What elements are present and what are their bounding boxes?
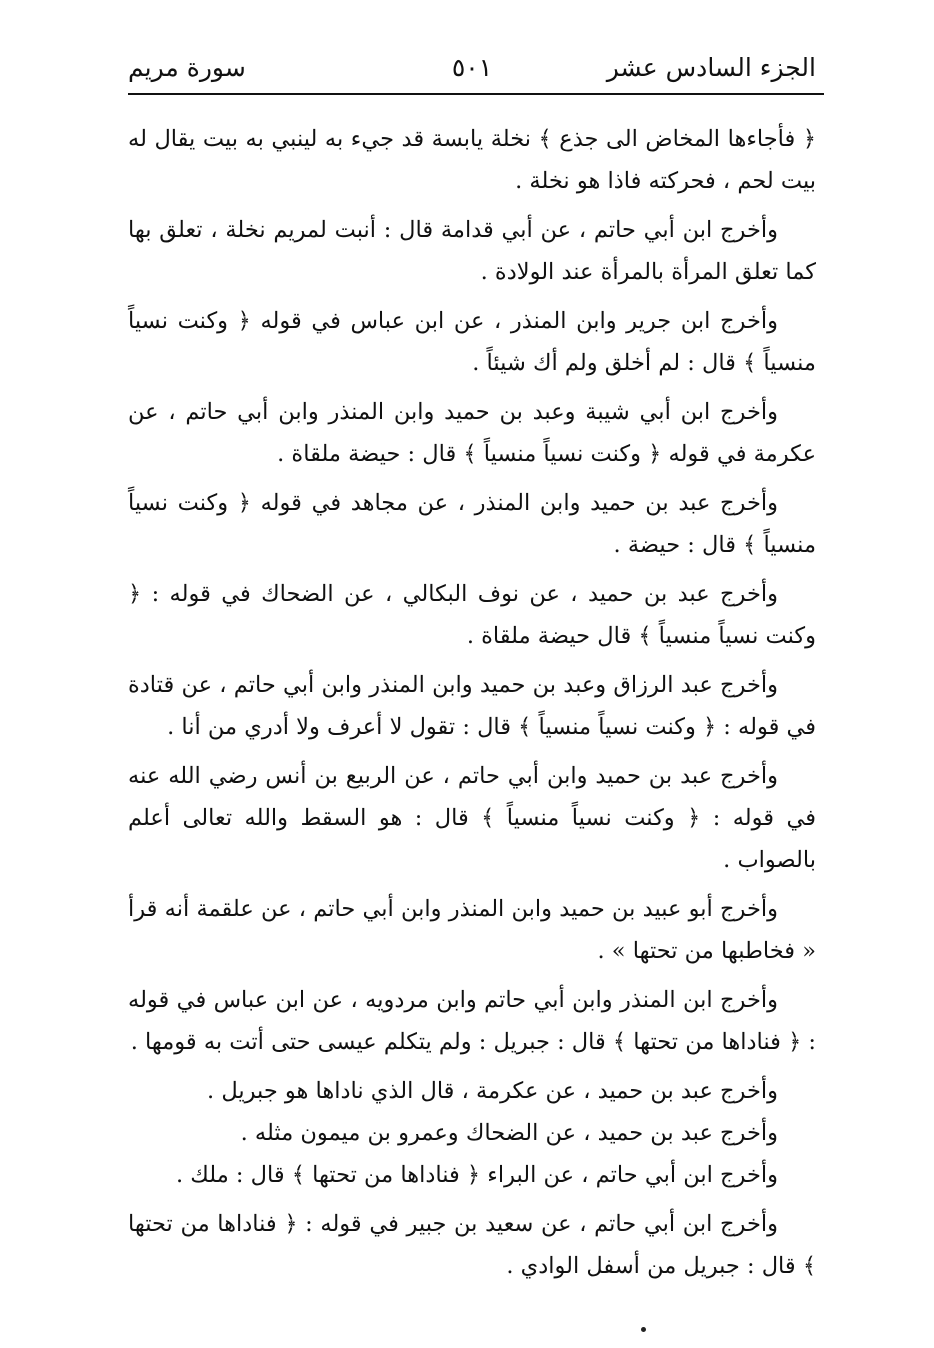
paragraph: وأخرج ابن جرير وابن المنذر ، عن ابن عباس في قوله ﴿ وكنت نسياً منسياً ﴾ قال : لم أخلق ولم أك شيئاً .: [128, 308, 816, 376]
paragraph: وأخرج ابن المنذر وابن أبي حاتم وابن مردويه ، عن ابن عباس في قوله : ﴿ فناداها من تحتها ﴾ قال : جبريل : ولم يتكلم عيسى حتى أتت به قومها .: [128, 987, 816, 1055]
paragraph: وأخرج ابن أبي حاتم ، عن البراء ﴿ فناداها من تحتها ﴾ قال : ملك .: [175, 1162, 778, 1188]
paragraph: وأخرج ابن أبي حاتم ، عن أبي قدامة قال : أنبت لمريم نخلة ، تعلق بها كما تعلق المرأة بالمرأة عند الولادة .: [128, 217, 816, 285]
body-text: [128, 118, 816, 1294]
paragraph: وأخرج عبد بن حميد ، عن عكرمة ، قال الذي ناداها هو جبريل .: [207, 1078, 778, 1104]
paragraph: وأخرج عبد الرزاق وعبد بن حميد وابن المنذر وابن أبي حاتم ، عن قتادة في قوله : ﴿ وكنت نسياً منسياً ﴾ قال : تقول لا أعرف ولا أدري من أنا .: [128, 672, 816, 740]
paragraph: وأخرج ابن أبي شيبة وعبد بن حميد وابن المنذر وابن أبي حاتم ، عن عكرمة في قوله ﴿ وكنت نسياً منسياً ﴾ قال : حيضة ملقاة .: [128, 399, 816, 467]
paragraph: ﴿ فأجاءها المخاض الى جذع ﴾ نخلة يابسة قد جيء به لينبي به بيت يقال له بيت لحم ، فحركته فاذا هو نخلة .: [128, 126, 816, 194]
page-number: ٥٠١: [451, 53, 493, 82]
paragraph: وأخرج عبد بن حميد وابن أبي حاتم ، عن الربيع بن أنس رضي الله عنه في قوله : ﴿ وكنت نسياً منسياً ﴾ قال : هو السقط والله تعالى أعلم بالصواب .: [128, 763, 816, 873]
paragraph: وأخرج عبد بن حميد ، عن نوف البكالي ، عن الضحاك في قوله : ﴿ وكنت نسياً منسياً ﴾ قال حيضة ملقاة .: [128, 581, 816, 649]
running-header: [128, 48, 816, 92]
paragraph: وأخرج أبو عبيد بن حميد وابن المنذر وابن أبي حاتم ، عن علقمة أنه قرأ « فخاطبها من تحتها » .: [128, 896, 816, 964]
header-rule: [128, 93, 824, 95]
footer-mark: [641, 1327, 646, 1332]
paragraph: وأخرج عبد بن حميد ، عن الضحاك وعمرو بن ميمون مثله .: [240, 1120, 778, 1146]
paragraph: وأخرج عبد بن حميد وابن المنذر ، عن مجاهد في قوله ﴿ وكنت نسياً منسياً ﴾ قال : حيضة .: [128, 490, 816, 558]
surah-title: سورة مريم: [128, 53, 246, 82]
part-title: الجزء السادس عشر: [606, 53, 816, 82]
paragraph: وأخرج ابن أبي حاتم ، عن سعيد بن جبير في قوله : ﴿ فناداها من تحتها ﴾ قال : جبريل من أسفل الوادي .: [128, 1211, 816, 1279]
